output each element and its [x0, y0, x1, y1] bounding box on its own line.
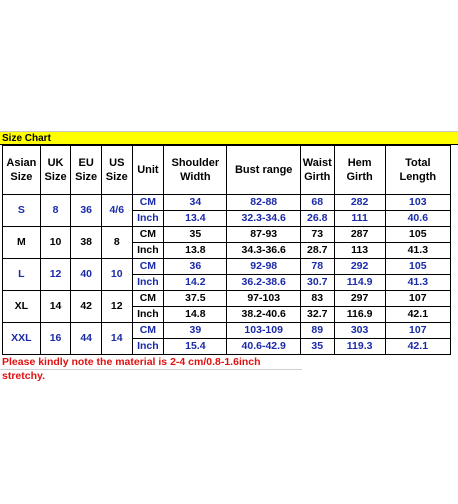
bust-cell: 103-109 [227, 323, 300, 339]
table-row [3, 195, 451, 211]
header-row [3, 146, 451, 195]
bust-cell: 38.2-40.6 [227, 307, 300, 323]
unit-cell: CM [132, 259, 164, 275]
header-cell: Waist Girth [300, 146, 334, 195]
chart-title: Size Chart [0, 131, 458, 145]
bust-cell: 92-98 [227, 259, 300, 275]
table-body [3, 195, 451, 355]
length-cell: 103 [385, 195, 450, 211]
unit-cell: CM [132, 323, 164, 339]
hem-cell: 292 [334, 259, 385, 275]
hem-cell: 297 [334, 291, 385, 307]
size-chart [0, 131, 458, 382]
length-cell: 40.6 [385, 211, 450, 227]
unit-cell: CM [132, 291, 164, 307]
size-table [2, 145, 451, 355]
eu-size-cell: 44 [71, 323, 102, 355]
bust-cell: 36.2-38.6 [227, 275, 300, 291]
shoulder-cell: 35 [164, 227, 227, 243]
hem-cell: 116.9 [334, 307, 385, 323]
header-cell: Bust range [227, 146, 300, 195]
uk-size-cell: 16 [40, 323, 71, 355]
shoulder-cell: 36 [164, 259, 227, 275]
waist-cell: 30.7 [300, 275, 334, 291]
header-cell: Total Length [385, 146, 450, 195]
unit-cell: Inch [132, 307, 164, 323]
bust-cell: 82-88 [227, 195, 300, 211]
header-cell: Shoulder Width [164, 146, 227, 195]
waist-cell: 28.7 [300, 243, 334, 259]
waist-cell: 83 [300, 291, 334, 307]
unit-cell: Inch [132, 339, 164, 355]
header-cell: Unit [132, 146, 164, 195]
table-row [3, 227, 451, 243]
stretch-note: Please kindly note the material is 2-4 cm/0.8-1.6inch stretchy. [0, 355, 302, 370]
length-cell: 42.1 [385, 339, 450, 355]
uk-size-cell: 10 [40, 227, 71, 259]
uk-size-cell: 12 [40, 259, 71, 291]
eu-size-cell: 42 [71, 291, 102, 323]
bust-cell: 40.6-42.9 [227, 339, 300, 355]
waist-cell: 35 [300, 339, 334, 355]
header-cell: Asian Size [3, 146, 41, 195]
us-size-cell: 12 [101, 291, 132, 323]
length-cell: 105 [385, 227, 450, 243]
waist-cell: 32.7 [300, 307, 334, 323]
hem-cell: 303 [334, 323, 385, 339]
table-row [3, 259, 451, 275]
length-cell: 107 [385, 323, 450, 339]
hem-cell: 111 [334, 211, 385, 227]
uk-size-cell: 8 [40, 195, 71, 227]
asian-size-cell: S [3, 195, 41, 227]
shoulder-cell: 39 [164, 323, 227, 339]
bust-cell: 97-103 [227, 291, 300, 307]
waist-cell: 73 [300, 227, 334, 243]
asian-size-cell: XL [3, 291, 41, 323]
header-cell: EU Size [71, 146, 102, 195]
length-cell: 105 [385, 259, 450, 275]
shoulder-cell: 37.5 [164, 291, 227, 307]
unit-cell: Inch [132, 275, 164, 291]
waist-cell: 26.8 [300, 211, 334, 227]
bust-cell: 32.3-34.6 [227, 211, 300, 227]
asian-size-cell: XXL [3, 323, 41, 355]
length-cell: 42.1 [385, 307, 450, 323]
length-cell: 41.3 [385, 243, 450, 259]
eu-size-cell: 40 [71, 259, 102, 291]
eu-size-cell: 36 [71, 195, 102, 227]
hem-cell: 282 [334, 195, 385, 211]
unit-cell: Inch [132, 243, 164, 259]
waist-cell: 78 [300, 259, 334, 275]
table-row [3, 323, 451, 339]
table-row [3, 291, 451, 307]
header-cell: UK Size [40, 146, 71, 195]
waist-cell: 89 [300, 323, 334, 339]
eu-size-cell: 38 [71, 227, 102, 259]
bust-cell: 34.3-36.6 [227, 243, 300, 259]
unit-cell: Inch [132, 211, 164, 227]
waist-cell: 68 [300, 195, 334, 211]
hem-cell: 287 [334, 227, 385, 243]
us-size-cell: 4/6 [101, 195, 132, 227]
asian-size-cell: M [3, 227, 41, 259]
header-cell: Hem Girth [334, 146, 385, 195]
shoulder-cell: 13.4 [164, 211, 227, 227]
shoulder-cell: 34 [164, 195, 227, 211]
us-size-cell: 14 [101, 323, 132, 355]
shoulder-cell: 14.8 [164, 307, 227, 323]
hem-cell: 113 [334, 243, 385, 259]
us-size-cell: 8 [101, 227, 132, 259]
hem-cell: 119.3 [334, 339, 385, 355]
shoulder-cell: 13.8 [164, 243, 227, 259]
hem-cell: 114.9 [334, 275, 385, 291]
shoulder-cell: 14.2 [164, 275, 227, 291]
bust-cell: 87-93 [227, 227, 300, 243]
length-cell: 41.3 [385, 275, 450, 291]
unit-cell: CM [132, 227, 164, 243]
uk-size-cell: 14 [40, 291, 71, 323]
asian-size-cell: L [3, 259, 41, 291]
length-cell: 107 [385, 291, 450, 307]
header-cell: US Size [101, 146, 132, 195]
shoulder-cell: 15.4 [164, 339, 227, 355]
unit-cell: CM [132, 195, 164, 211]
us-size-cell: 10 [101, 259, 132, 291]
